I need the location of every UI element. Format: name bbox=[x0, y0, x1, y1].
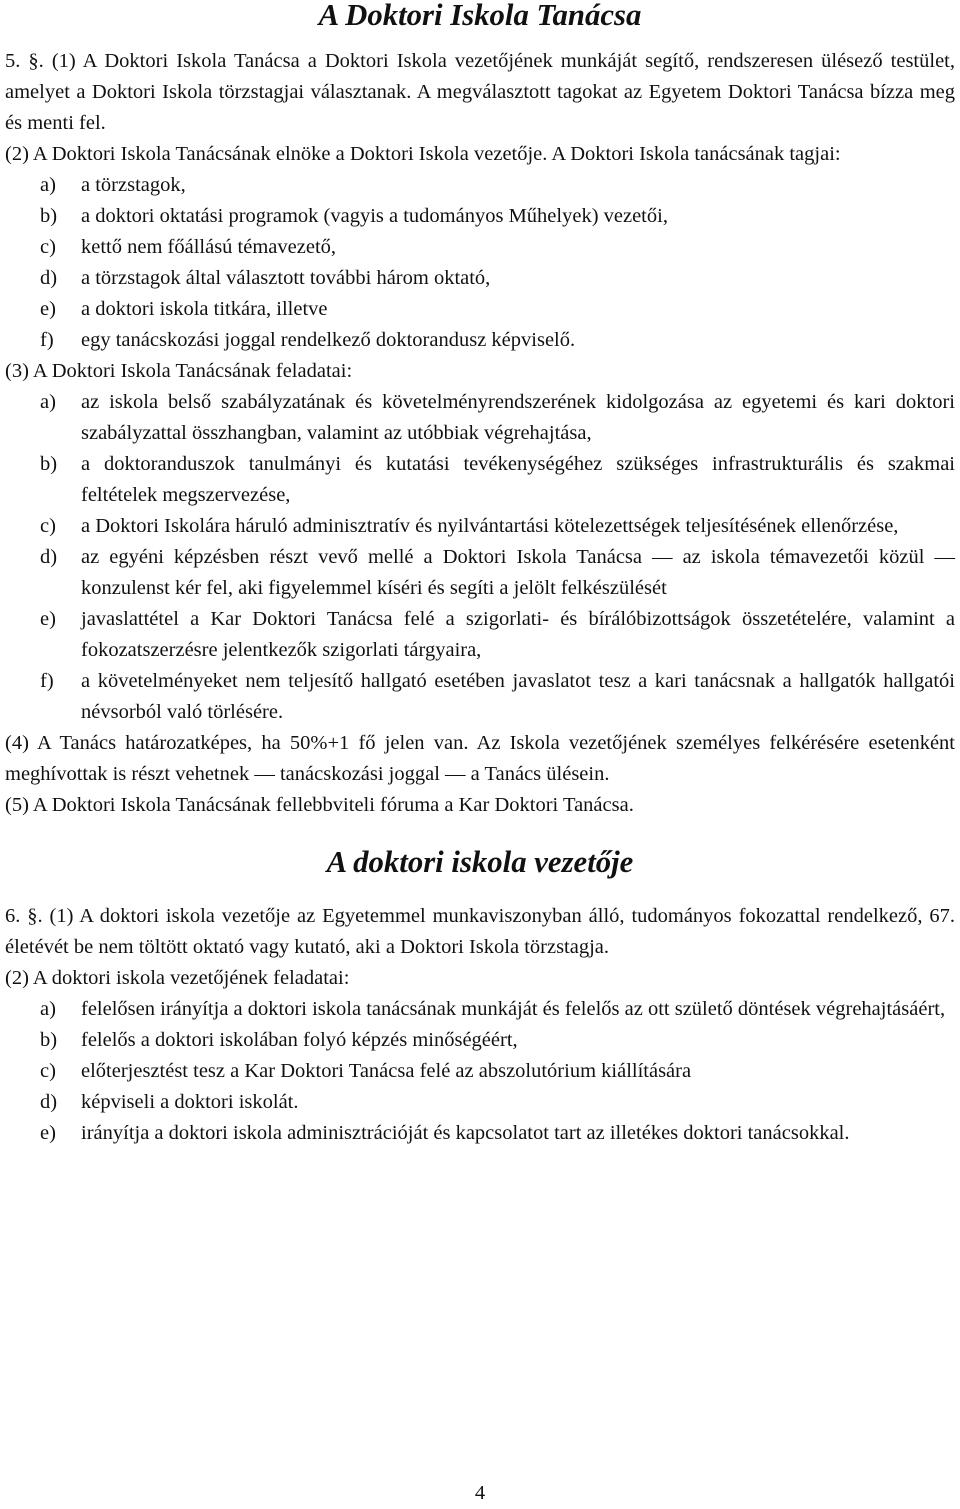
paragraph-5-4: (4) A Tanács határozatképes, ha 50%+1 fő jelen van. Az Iskola vezetőjének személyes felkérésére esetenként meghívottak is részt vehetnek — tanácskozási joggal — a Tanács ülésein. bbox=[5, 732, 955, 785]
list-item-label: b) bbox=[40, 1029, 58, 1051]
list-item-text: képviseli a doktori iskolát. bbox=[81, 1091, 299, 1113]
list-item-label: c) bbox=[40, 236, 56, 258]
council-tasks-list bbox=[5, 387, 955, 728]
section-heading-school-leader: A doktori iskola vezetője bbox=[326, 845, 634, 879]
list-item-label: e) bbox=[40, 608, 56, 630]
list-item bbox=[5, 232, 955, 263]
list-item-label: b) bbox=[40, 453, 58, 475]
list-item-label: d) bbox=[40, 1091, 58, 1113]
list-item bbox=[5, 666, 955, 728]
list-item-text: a törzstagok által választott további három oktató, bbox=[81, 267, 491, 289]
list-item bbox=[5, 604, 955, 666]
list-item-text: a törzstagok, bbox=[81, 174, 186, 196]
page-number: 4 bbox=[474, 1482, 486, 1504]
list-item-text: a doktori iskola titkára, illetve bbox=[81, 298, 328, 320]
list-item bbox=[5, 294, 955, 325]
list-item bbox=[5, 511, 955, 542]
list-item-text: előterjesztést tesz a Kar Doktori Tanácsa felé az abszolutórium kiállítására bbox=[81, 1060, 692, 1082]
list-item-label: c) bbox=[40, 1060, 56, 1082]
list-item-label: f) bbox=[40, 670, 54, 692]
list-item bbox=[5, 201, 955, 232]
list-item-text: a Doktori Iskolára háruló adminisztratív és nyilvántartási kötelezettségek teljesítésének ellenőrzése, bbox=[81, 515, 899, 537]
list-item-text: a doktoranduszok tanulmányi és kutatási tevékenységéhez szükséges infrastrukturális és szakmai feltételek megszervezése, bbox=[81, 453, 955, 506]
list-item bbox=[5, 994, 955, 1025]
list-item bbox=[5, 263, 955, 294]
list-item-label: a) bbox=[40, 998, 56, 1020]
list-item-text: kettő nem főállású témavezető, bbox=[81, 236, 337, 258]
list-item bbox=[5, 325, 955, 356]
list-item bbox=[5, 449, 955, 511]
list-item bbox=[5, 170, 955, 201]
list-item-label: a) bbox=[40, 174, 56, 196]
list-item bbox=[5, 542, 955, 604]
list-item bbox=[5, 1118, 955, 1149]
paragraph-5-3: (3) A Doktori Iskola Tanácsának feladatai: bbox=[5, 360, 353, 382]
list-item-label: e) bbox=[40, 1122, 56, 1144]
list-item-text: a doktori oktatási programok (vagyis a tudományos Műhelyek) vezetői, bbox=[81, 205, 668, 227]
list-item-label: e) bbox=[40, 298, 56, 320]
list-item-label: a) bbox=[40, 391, 56, 413]
paragraph-6-2: (2) A doktori iskola vezetőjének feladatai: bbox=[5, 967, 350, 989]
paragraph-5-5: (5) A Doktori Iskola Tanácsának fellebbviteli fóruma a Kar Doktori Tanácsa. bbox=[5, 794, 634, 816]
list-item-text: felelős a doktori iskolában folyó képzés minőségéért, bbox=[81, 1029, 518, 1051]
paragraph-5-2: (2) A Doktori Iskola Tanácsának elnöke a Doktori Iskola vezetője. A Doktori Iskola tanácsának tagjai: bbox=[5, 143, 841, 165]
paragraph-5-1: 5. §. (1) A Doktori Iskola Tanácsa a Doktori Iskola vezetőjének munkáját segítő, rendszeresen ülésező testület, amelyet a Doktori Iskola törzstagjai választanak. A megválasztott tagokat az Egyetem Doktori Tanácsa bízza meg és menti fel. bbox=[5, 50, 955, 134]
document-page bbox=[5, 0, 955, 1149]
list-item-text: irányítja a doktori iskola adminisztrációját és kapcsolatot tart az illetékes doktori tanácsokkal. bbox=[81, 1122, 850, 1144]
list-item-text: egy tanácskozási joggal rendelkező doktorandusz képviselő. bbox=[81, 329, 576, 351]
list-item-label: d) bbox=[40, 267, 58, 289]
list-item-text: az iskola belső szabályzatának és követelményrendszerének kidolgozása az egyetemi és kari doktori szabályzattal összhangban, valamint az utóbbiak végrehajtása, bbox=[81, 391, 955, 444]
section-heading-doctoral-council: A Doktori Iskola Tanácsa bbox=[318, 0, 642, 32]
list-item-label: f) bbox=[40, 329, 54, 351]
list-item bbox=[5, 387, 955, 449]
list-item-label: b) bbox=[40, 205, 58, 227]
paragraph-6-1: 6. §. (1) A doktori iskola vezetője az Egyetemmel munkaviszonyban álló, tudományos fokozattal rendelkező, 67. életévét be nem töltött oktató vagy kutató, aki a Doktori Iskola törzstagja. bbox=[5, 905, 955, 958]
list-item-text: felelősen irányítja a doktori iskola tanácsának munkáját és felelős az ott születő döntések végrehajtásáért, bbox=[81, 998, 946, 1020]
list-item bbox=[5, 1025, 955, 1056]
leader-duties-list bbox=[5, 994, 955, 1149]
list-item-text: javaslattétel a Kar Doktori Tanácsa felé a szigorlati- és bírálóbizottságok összetételére, valamint a fokozatszerzésre jelentkezők szigorlati tárgyaira, bbox=[81, 608, 955, 661]
list-item-label: c) bbox=[40, 515, 56, 537]
list-item bbox=[5, 1056, 955, 1087]
list-item bbox=[5, 1087, 955, 1118]
list-item-text: az egyéni képzésben részt vevő mellé a Doktori Iskola Tanácsa — az iskola témavezetői közül — konzulenst kér fel, aki figyelemmel kíséri és segíti a jelölt felkészülését bbox=[81, 546, 955, 599]
list-item-text: a követelményeket nem teljesítő hallgató esetében javaslatot tesz a kari tanácsnak a hallgatók hallgatói névsorból való törlésére. bbox=[81, 670, 955, 723]
council-members-list bbox=[5, 170, 955, 356]
list-item-label: d) bbox=[40, 546, 58, 568]
